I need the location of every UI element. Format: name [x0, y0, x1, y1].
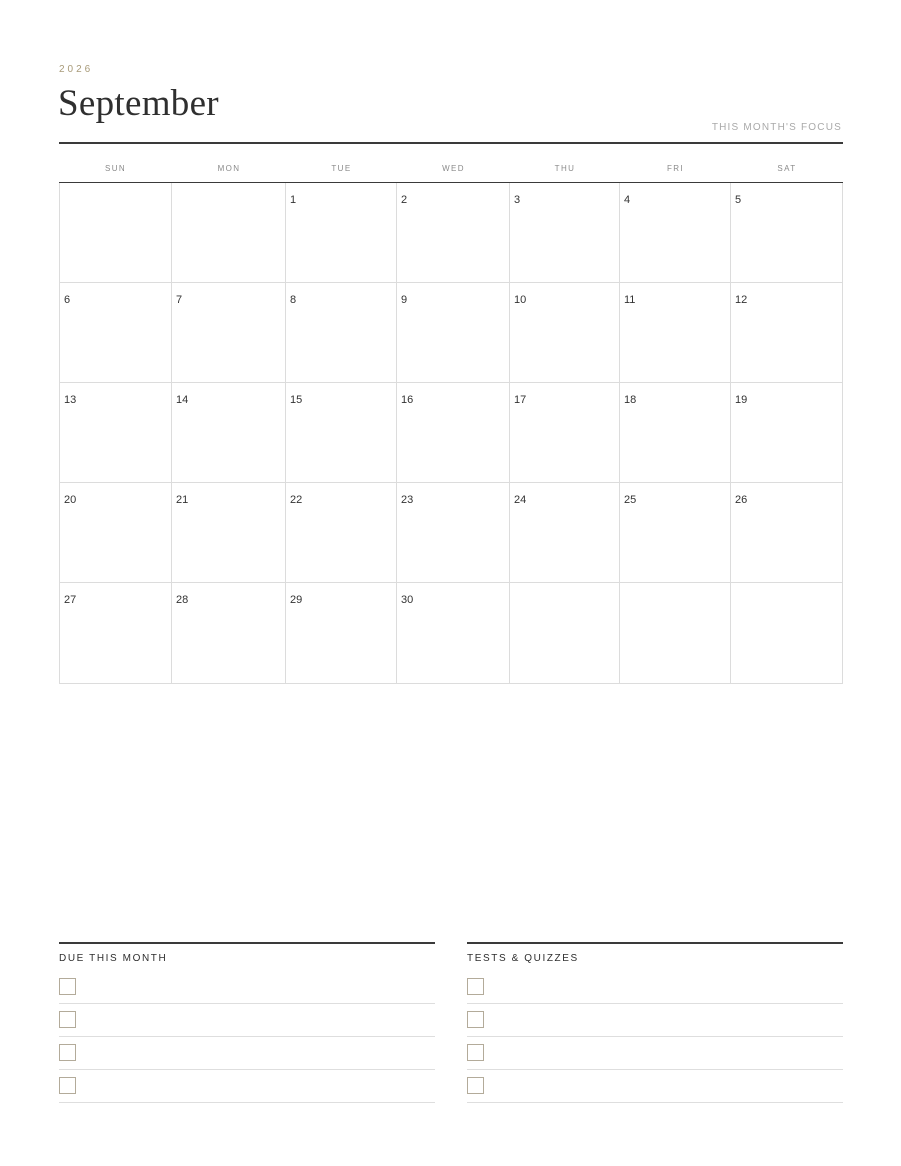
day-cell[interactable] — [59, 583, 172, 684]
checkbox[interactable] — [467, 978, 484, 995]
day-number: 13 — [64, 394, 77, 406]
checklist-row[interactable] — [59, 1004, 435, 1037]
day-number: 4 — [624, 194, 631, 206]
day-number: 28 — [176, 594, 189, 606]
checklist-row[interactable] — [59, 971, 435, 1004]
checkbox[interactable] — [467, 1077, 484, 1094]
section-divider — [59, 942, 435, 944]
calendar-grid — [59, 183, 843, 684]
day-cell[interactable] — [397, 483, 510, 583]
day-number: 24 — [514, 494, 527, 506]
tests-quizzes-list — [467, 971, 843, 1103]
day-number: 1 — [290, 194, 297, 206]
empty-day-cell — [172, 183, 286, 283]
day-number: 20 — [64, 494, 77, 506]
day-cell[interactable] — [397, 183, 510, 283]
due-this-month-title: DUE THIS MONTH — [59, 953, 168, 964]
checklist-row[interactable] — [467, 971, 843, 1004]
day-number: 21 — [176, 494, 189, 506]
day-number: 12 — [735, 294, 748, 306]
day-cell[interactable] — [620, 283, 731, 383]
day-cell[interactable] — [286, 583, 397, 684]
tests-quizzes-title: TESTS & QUIZZES — [467, 953, 579, 964]
day-cell[interactable] — [286, 283, 397, 383]
empty-day-cell — [510, 583, 620, 684]
day-number: 19 — [735, 394, 748, 406]
day-cell[interactable] — [510, 283, 620, 383]
day-number: 25 — [624, 494, 637, 506]
day-cell[interactable] — [397, 583, 510, 684]
day-number: 5 — [735, 194, 742, 206]
day-cell[interactable] — [731, 283, 843, 383]
day-number: 27 — [64, 594, 77, 606]
day-cell[interactable] — [510, 383, 620, 483]
checklist-row[interactable] — [59, 1070, 435, 1103]
checkbox[interactable] — [59, 978, 76, 995]
checkbox[interactable] — [59, 1011, 76, 1028]
day-number: 26 — [735, 494, 748, 506]
day-number: 16 — [401, 394, 414, 406]
day-number: 2 — [401, 194, 408, 206]
checkbox[interactable] — [59, 1044, 76, 1061]
day-cell[interactable] — [286, 483, 397, 583]
day-cell[interactable] — [172, 483, 286, 583]
day-number: 23 — [401, 494, 414, 506]
day-cell[interactable] — [59, 283, 172, 383]
day-number: 7 — [176, 294, 183, 306]
checklist-row[interactable] — [467, 1037, 843, 1070]
weekday-fri: FRI — [666, 164, 685, 173]
day-number: 3 — [514, 194, 521, 206]
empty-day-cell — [620, 583, 731, 684]
day-number: 22 — [290, 494, 303, 506]
empty-day-cell — [731, 583, 843, 684]
day-number: 6 — [64, 294, 71, 306]
day-cell[interactable] — [286, 383, 397, 483]
day-cell[interactable] — [510, 183, 620, 283]
weekday-mon: MON — [217, 164, 241, 173]
day-cell[interactable] — [286, 183, 397, 283]
weekday-sun: SUN — [104, 164, 127, 173]
month-title: September — [58, 83, 219, 124]
checkbox[interactable] — [59, 1077, 76, 1094]
checklist-row[interactable] — [467, 1070, 843, 1103]
due-this-month-list — [59, 971, 435, 1103]
header-divider — [59, 142, 843, 144]
day-cell[interactable] — [731, 483, 843, 583]
day-cell[interactable] — [620, 183, 731, 283]
day-number: 30 — [401, 594, 414, 606]
day-number: 10 — [514, 294, 527, 306]
weekday-tue: TUE — [331, 164, 352, 173]
day-cell[interactable] — [731, 183, 843, 283]
day-cell[interactable] — [397, 283, 510, 383]
section-divider — [467, 942, 843, 944]
weekday-wed: WED — [442, 164, 465, 173]
checkbox[interactable] — [467, 1044, 484, 1061]
day-cell[interactable] — [620, 383, 731, 483]
weekday-sat: SAT — [777, 164, 797, 173]
month-focus-label: THIS MONTH'S FOCUS — [711, 122, 842, 133]
day-number: 17 — [514, 394, 527, 406]
day-number: 14 — [176, 394, 189, 406]
day-cell[interactable] — [59, 483, 172, 583]
due-this-month-section — [59, 942, 435, 1103]
day-number: 9 — [401, 294, 408, 306]
day-cell[interactable] — [397, 383, 510, 483]
day-number: 8 — [290, 294, 297, 306]
day-cell[interactable] — [620, 483, 731, 583]
checklist-row[interactable] — [467, 1004, 843, 1037]
year-label: 2026 — [59, 64, 94, 75]
weekday-thu: THU — [554, 164, 576, 173]
day-number: 29 — [290, 594, 303, 606]
day-cell[interactable] — [172, 283, 286, 383]
day-number: 11 — [624, 294, 636, 306]
tests-quizzes-section — [467, 942, 843, 1103]
day-cell[interactable] — [172, 583, 286, 684]
day-cell[interactable] — [59, 383, 172, 483]
day-cell[interactable] — [172, 383, 286, 483]
day-number: 15 — [290, 394, 303, 406]
weekday-header — [59, 164, 843, 176]
checkbox[interactable] — [467, 1011, 484, 1028]
day-cell[interactable] — [731, 383, 843, 483]
empty-day-cell — [59, 183, 172, 283]
day-cell[interactable] — [510, 483, 620, 583]
checklist-row[interactable] — [59, 1037, 435, 1070]
day-number: 18 — [624, 394, 637, 406]
